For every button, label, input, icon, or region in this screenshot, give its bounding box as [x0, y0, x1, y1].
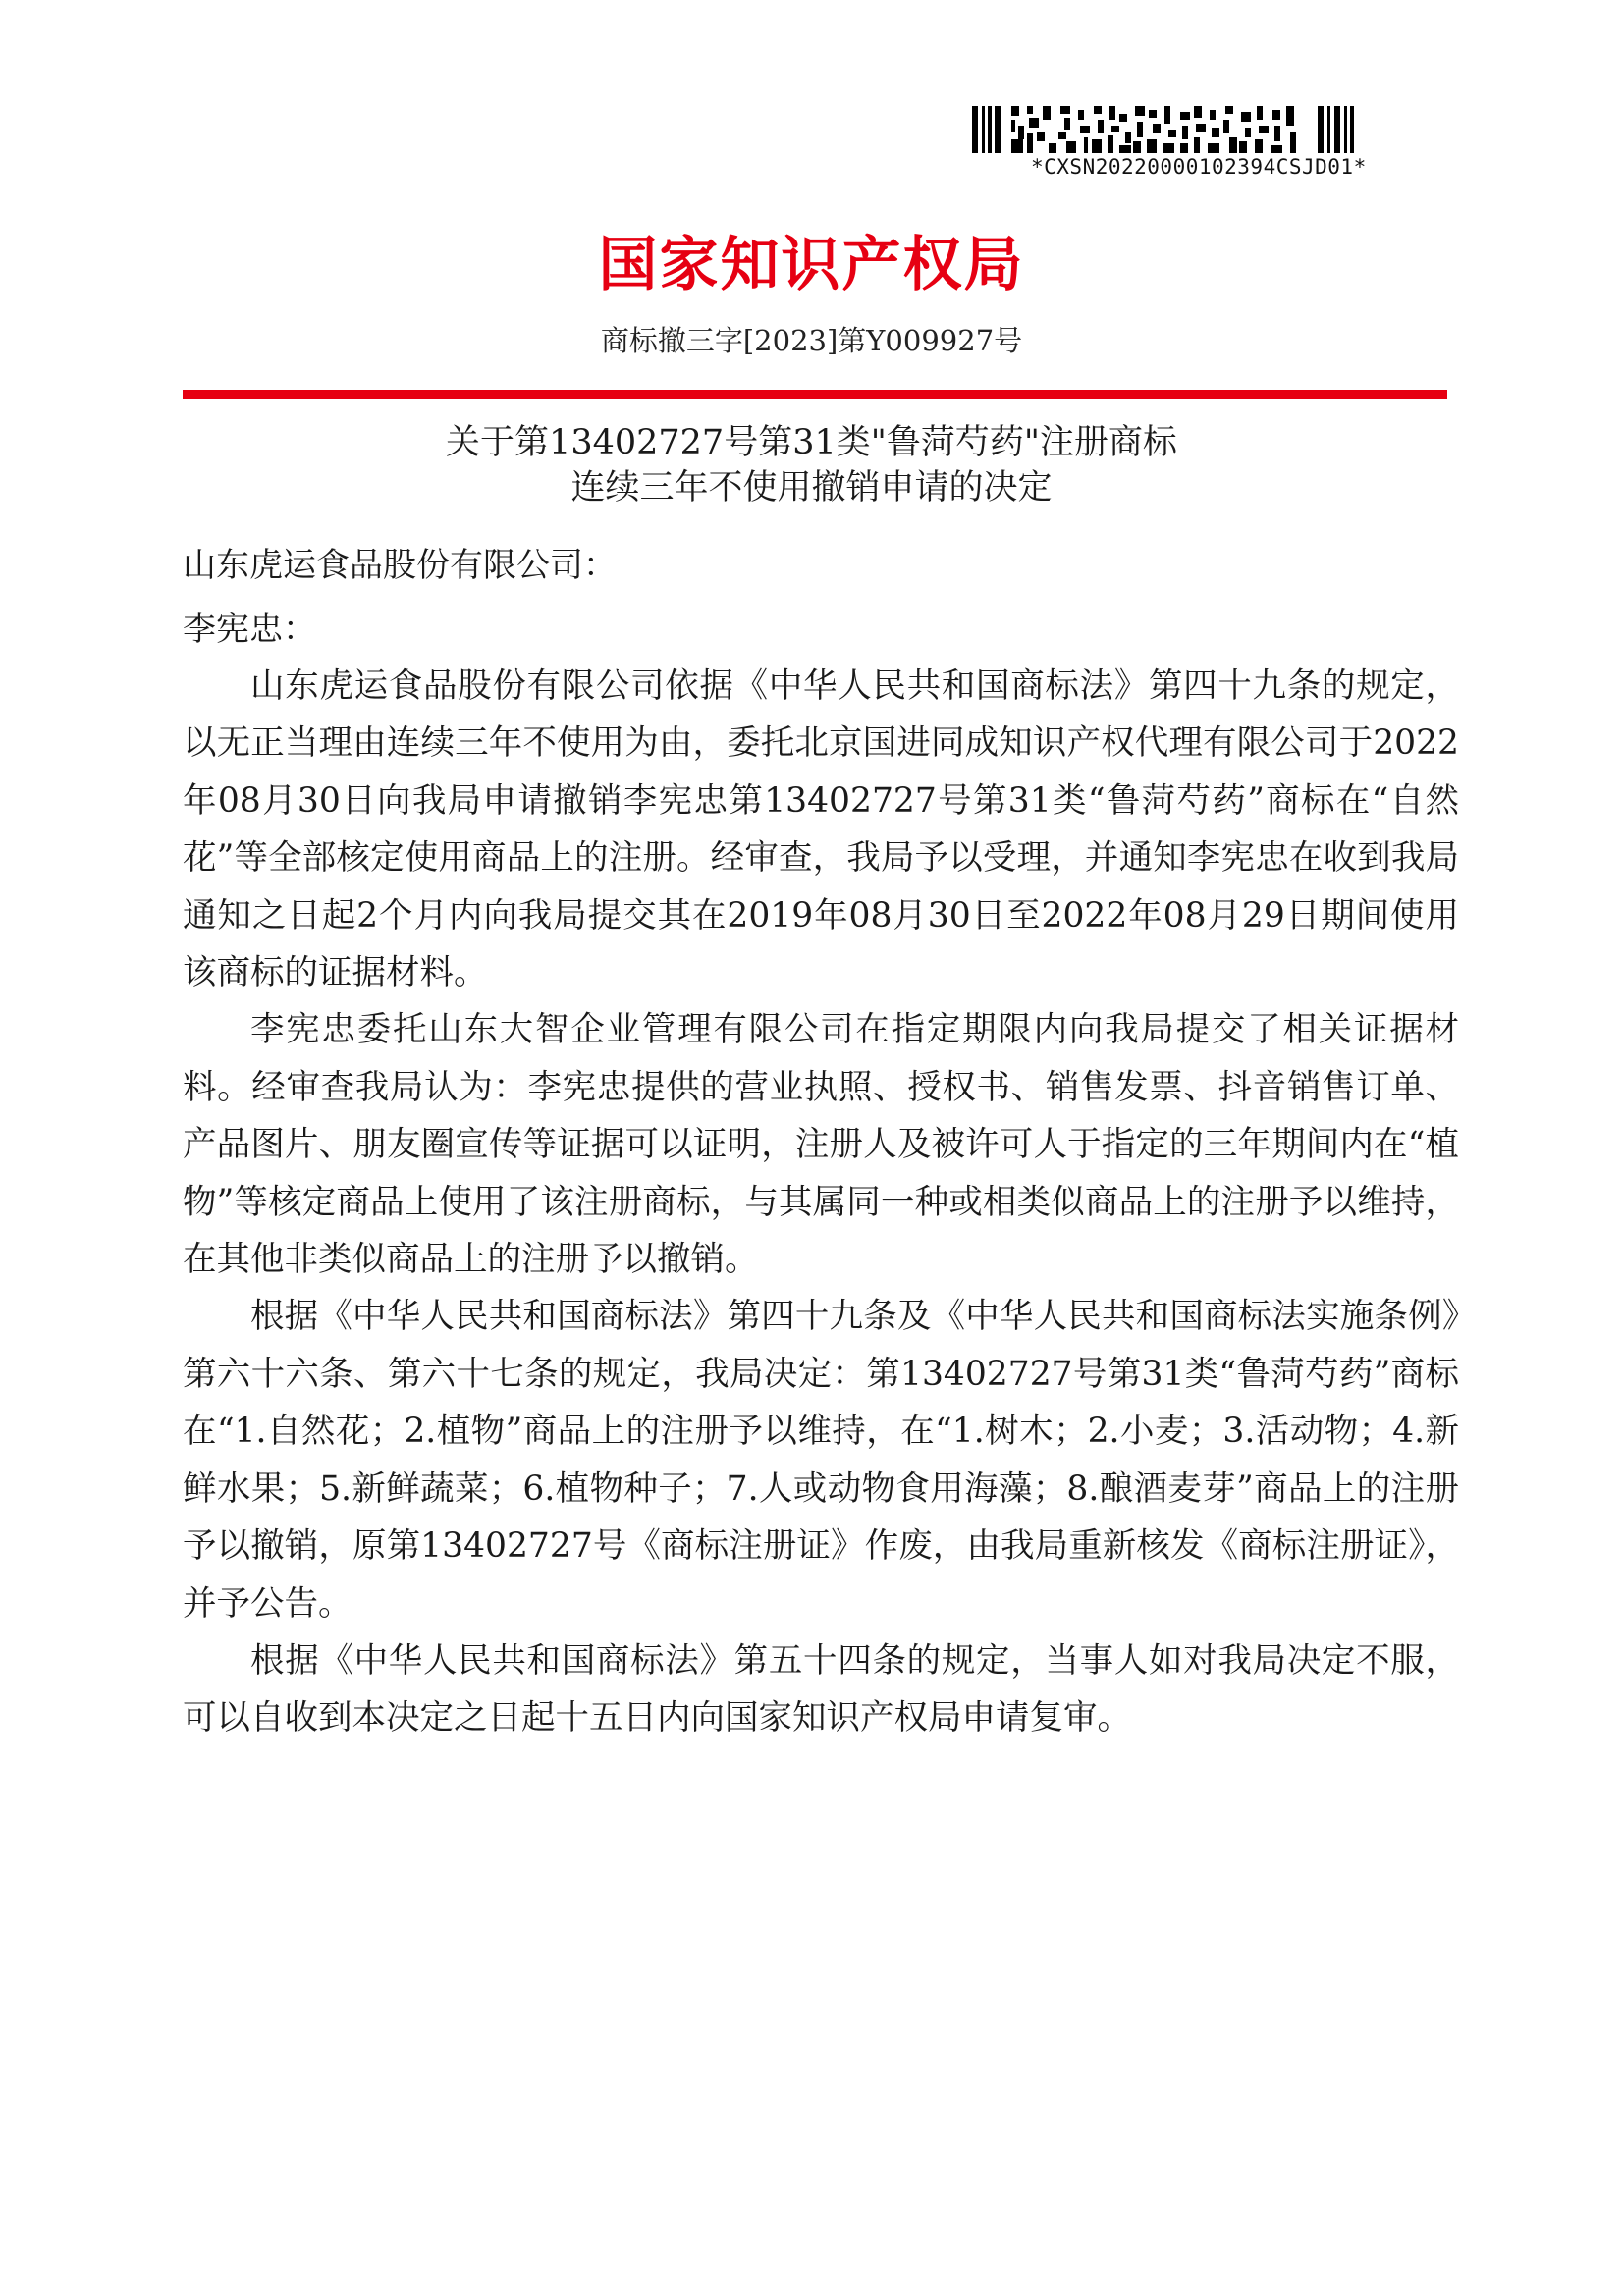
barcode-image	[972, 106, 1377, 153]
decision-title-line-2: 连续三年不使用撤销申请的决定	[570, 468, 1053, 507]
barcode-block	[972, 106, 1384, 179]
barcode-code-text: *CXSN20220000102394CSJD01*	[1031, 155, 1367, 179]
decision-body	[183, 658, 1459, 1747]
decision-title	[0, 420, 1623, 510]
decision-title-line-1: 关于第13402727号第31类"鲁菏芍药"注册商标	[446, 423, 1177, 462]
body-paragraph-3: 根据《中华人民共和国商标法》第四十九条及《中华人民共和国商标法实施条例》第六十六条、第六十七条的规定，我局决定：第13402727号第31类“鲁菏芍药”商标在“1.自然花；2.植物”商品上的注册予以维持，在“1.树木；2.小麦；3.活动物；4.新鲜水果；5.新鲜蔬菜；6.植物种子；7.人或动物食用海藻；8.酿酒麦芽”商品上的注册予以撤销，原第13402727号《商标注册证》作废，由我局重新核发《商标注册证》，并予公告。	[183, 1297, 1459, 1624]
header-divider	[183, 390, 1447, 399]
addressee-applicant: 山东虎运食品股份有限公司：	[183, 546, 617, 585]
body-paragraph-4: 根据《中华人民共和国商标法》第五十四条的规定，当事人如对我局决定不服，可以自收到本决定之日起十五日内向国家知识产权局申请复审。	[183, 1640, 1459, 1738]
document-number: 商标撤三字[2023]第Y009927号	[600, 324, 1023, 357]
body-paragraph-1: 山东虎运食品股份有限公司依据《中华人民共和国商标法》第四十九条的规定，以无正当理由连续三年不使用为由，委托北京国进同成知识产权代理有限公司于2022年08月30日向我局申请撤销李宪忠第13402727号第31类“鲁菏芍药”商标在“自然花”等全部核定使用商品上的注册。经审查，我局予以受理，并通知李宪忠在收到我局通知之日起2个月内向我局提交其在2019年08月30日至2022年08月29日期间使用该商标的证据材料。	[183, 667, 1459, 993]
body-paragraph-2: 李宪忠委托山东大智企业管理有限公司在指定期限内向我局提交了相关证据材料。经审查我局认为：李宪忠提供的营业执照、授权书、销售发票、抖音销售订单、产品图片、朋友圈宣传等证据可以证明，注册人及被许可人于指定的三年期间内在“植物”等核定商品上使用了该注册商标，与其属同一种或相类似商品上的注册予以维持，在其他非类似商品上的注册予以撤销。	[183, 1010, 1459, 1280]
agency-title: 国家知识产权局	[598, 231, 1025, 299]
addressee-registrant: 李宪忠：	[183, 610, 316, 649]
